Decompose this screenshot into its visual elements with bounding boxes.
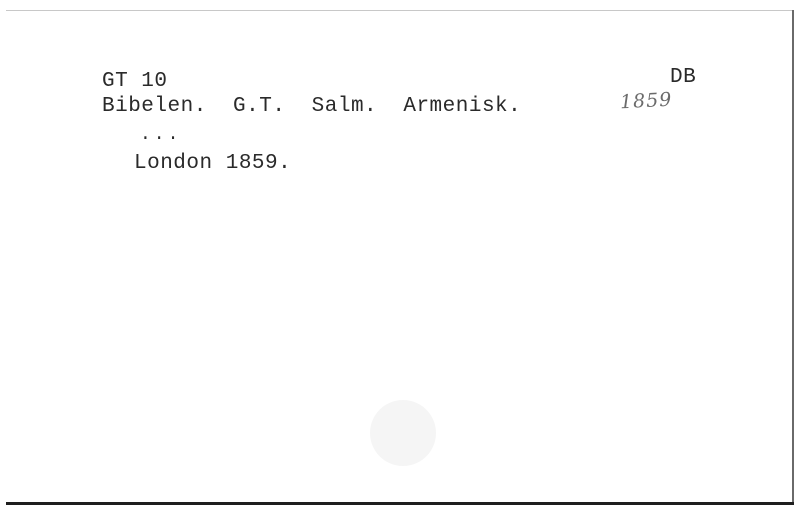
card-bottom-rule	[6, 502, 794, 505]
paper-spot	[370, 400, 436, 466]
card-edge	[792, 10, 794, 502]
handwritten-year: 1859	[619, 88, 673, 114]
title-entry: Bibelen. G.T. Salm. Armenisk.	[102, 95, 522, 118]
shelfmark: GT 10	[102, 70, 168, 93]
imprint: London 1859.	[134, 152, 292, 175]
collection-mark: DB	[670, 66, 697, 89]
ellipsis: ...	[140, 125, 182, 145]
